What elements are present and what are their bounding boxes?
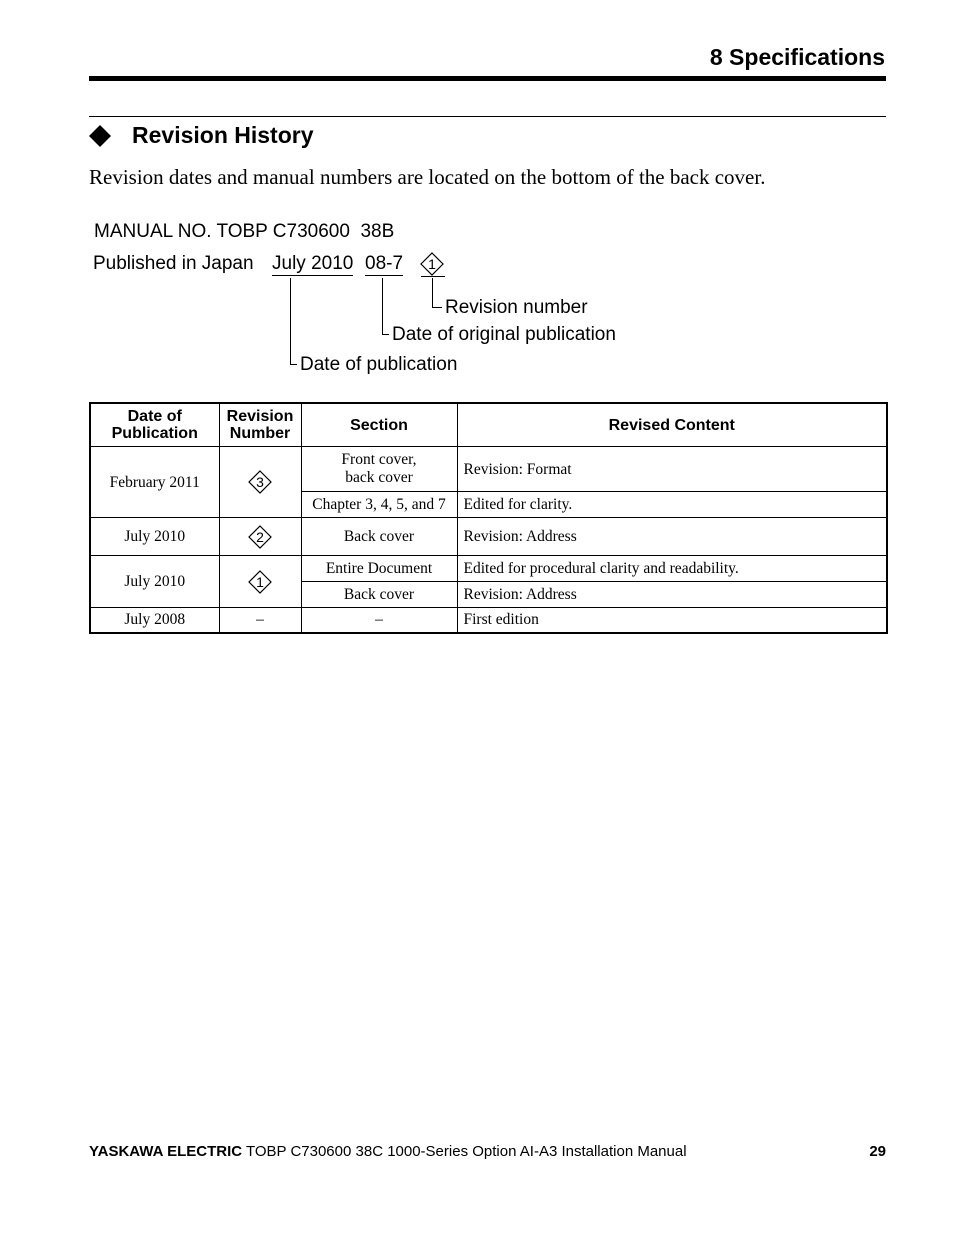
published-text: Published in Japan [93, 253, 254, 274]
svg-text:2: 2 [256, 528, 264, 545]
legend-publication: Date of publication [300, 354, 458, 375]
row-content: First edition [457, 608, 887, 633]
row-content: Revision: Address [457, 582, 887, 608]
row-date: February 2011 [90, 447, 219, 518]
row-section: Chapter 3, 4, 5, and 7 [301, 492, 457, 518]
svg-text:1: 1 [428, 256, 436, 272]
header-content: Revised Content [457, 403, 887, 447]
row-revision: – [219, 608, 301, 633]
section-rule [89, 116, 886, 117]
footer-doc-title: TOBP C730600 38C 1000-Series Option AI-A3 Installation Manual [245, 1143, 687, 1160]
row-content: Edited for clarity. [457, 492, 887, 518]
revision-table [89, 402, 888, 634]
section-title: Revision History [132, 122, 314, 148]
revision-3-icon [248, 470, 272, 494]
row-date: July 2010 [90, 556, 219, 608]
row-content: Revision: Address [457, 518, 887, 556]
table-row [90, 518, 887, 556]
revision-number-icon [420, 252, 444, 276]
table-row [90, 447, 887, 492]
manual-number: MANUAL NO. TOBP C730600 [94, 221, 350, 242]
chapter-title: 8 Specifications [709, 44, 885, 70]
manual-number-text [94, 221, 394, 243]
row-content: Edited for procedural clarity and readability. [457, 556, 887, 582]
original-date: 08-7 [365, 253, 404, 274]
publish-date: July 2010 [272, 253, 354, 274]
revision-2-icon [248, 525, 272, 549]
table-header-row [90, 403, 887, 447]
table-row [90, 556, 887, 582]
row-section: Front cover, back cover [301, 447, 457, 492]
row-section: Back cover [301, 582, 457, 608]
row-revision [219, 518, 301, 556]
row-section: Back cover [301, 518, 457, 556]
revision-1-icon [248, 570, 272, 594]
section-heading [89, 122, 314, 149]
row-date: July 2008 [90, 608, 219, 633]
svg-text:3: 3 [256, 474, 264, 490]
row-section: Entire Document [301, 556, 457, 582]
legend-original-publication: Date of original publication [392, 324, 616, 345]
row-revision [219, 556, 301, 608]
header-section: Section [301, 403, 457, 447]
diamond-bullet-icon [89, 125, 111, 147]
table-row [90, 608, 887, 633]
manual-number-suffix: 38B [360, 221, 395, 242]
row-content: Revision: Format [457, 447, 887, 492]
intro-paragraph: Revision dates and manual numbers are located on the bottom of the back cover. [89, 165, 766, 189]
header-rule [89, 76, 886, 81]
row-section: – [301, 608, 457, 633]
header-date: Date of Publication [90, 403, 219, 447]
footer-brand: YASKAWA ELECTRIC [89, 1143, 243, 1160]
header-revision: Revision Number [219, 403, 301, 447]
page-footer [89, 1143, 886, 1160]
legend-revision-number: Revision number [445, 297, 588, 318]
page-number: 29 [869, 1143, 886, 1160]
row-revision [219, 447, 301, 518]
svg-text:1: 1 [256, 573, 264, 590]
row-date: July 2010 [90, 518, 219, 556]
footer-document [89, 1143, 687, 1160]
